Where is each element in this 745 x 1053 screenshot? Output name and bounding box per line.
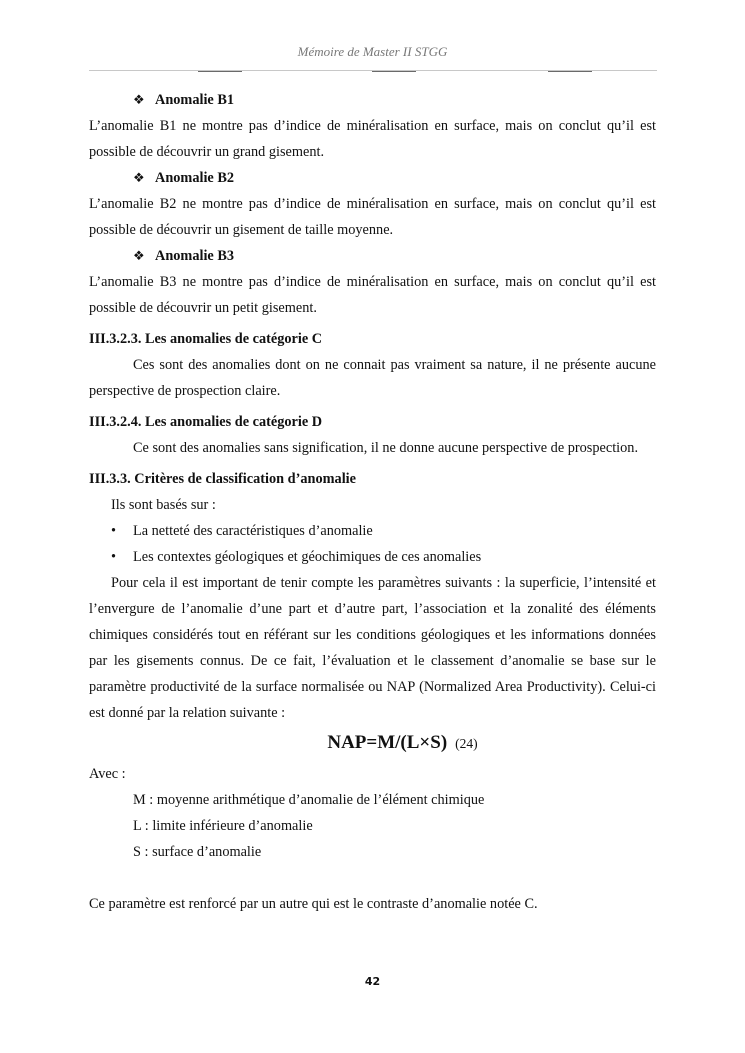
header-rule-accent	[548, 71, 592, 72]
formula-number: (24)	[455, 736, 478, 751]
criteria-intro: Ils sont basés sur :	[111, 497, 216, 513]
anomaly-b3-title: Anomalie B3	[155, 248, 235, 264]
section-category-d-heading: III.3.2.4. Les anomalies de catégorie D	[89, 414, 323, 430]
anomaly-b3-heading	[89, 243, 656, 269]
criteria-list	[89, 518, 656, 570]
section-category-c-text: Ces sont des anomalies dont on ne connait pas vraiment sa nature, il ne présente aucune perspective de prospection claire.	[89, 357, 656, 399]
diamond-bullet-icon: ❖	[133, 92, 145, 107]
bullet-dot-icon: •	[111, 523, 117, 539]
avec-label: Avec :	[89, 766, 126, 782]
running-header: Mémoire de Master II STGG	[297, 44, 448, 59]
page-number: 42	[364, 975, 381, 988]
nap-formula	[89, 726, 656, 761]
page-body	[89, 87, 656, 917]
anomaly-b2-text: L’anomalie B2 ne montre pas d’indice de minéralisation en surface, mais on conclut qu’il est possible de découvrir un gisement de taille moyenne.	[89, 196, 656, 238]
anomaly-b2-title: Anomalie B2	[155, 170, 235, 186]
list-item-text: La netteté des caractéristiques d’anomalie	[133, 523, 373, 539]
header-rule-accent	[372, 71, 416, 72]
section-criteria-heading: III.3.3. Critères de classification d’anomalie	[89, 471, 356, 487]
section-category-d-text: Ce sont des anomalies sans signification, il ne donne aucune perspective de prospection.	[133, 440, 639, 456]
definition-m: M : moyenne arithmétique d’anomalie de l’élément chimique	[133, 792, 485, 808]
definition-s: S : surface d’anomalie	[133, 844, 262, 860]
spacer	[89, 865, 656, 891]
list-item	[89, 518, 656, 544]
criteria-paragraph: Pour cela il est important de tenir compte les paramètres suivants : la superficie, l’intensité et l’envergure de l’anomalie d’une part et d’autre part, l’association et la zonalité des éléments chimiques considérés tout en référant sur les conditions géologiques et les informations données par les gisements connus. De ce fait, l’évaluation et le classement d’anomalie se base sur le paramètre productivité de la surface normalisée ou NAP (Normalized Area Productivity). Celui-ci est donné par la relation suivante :	[89, 575, 656, 721]
diamond-bullet-icon: ❖	[133, 170, 145, 185]
bullet-dot-icon: •	[111, 549, 117, 565]
diamond-bullet-icon: ❖	[133, 248, 145, 263]
anomaly-b1-text: L’anomalie B1 ne montre pas d’indice de minéralisation en surface, mais on conclut qu’il est possible de découvrir un grand gisement.	[89, 118, 656, 160]
formula-expression: NAP=M/(L×S)	[327, 732, 448, 753]
list-item-text: Les contextes géologiques et géochimiques de ces anomalies	[133, 549, 482, 565]
anomaly-b1-title: Anomalie B1	[155, 92, 235, 108]
section-category-c-heading: III.3.2.3. Les anomalies de catégorie C	[89, 331, 323, 347]
header-rule-accent	[198, 71, 242, 72]
anomaly-b2-heading	[89, 165, 656, 191]
anomaly-b3-text: L’anomalie B3 ne montre pas d’indice de minéralisation en surface, mais on conclut qu’il est possible de découvrir un petit gisement.	[89, 274, 656, 316]
list-item	[89, 544, 656, 570]
anomaly-b1-heading	[89, 87, 656, 113]
closing-sentence: Ce paramètre est renforcé par un autre qui est le contraste d’anomalie notée C.	[89, 896, 538, 912]
definition-l: L : limite inférieure d’anomalie	[133, 818, 313, 834]
